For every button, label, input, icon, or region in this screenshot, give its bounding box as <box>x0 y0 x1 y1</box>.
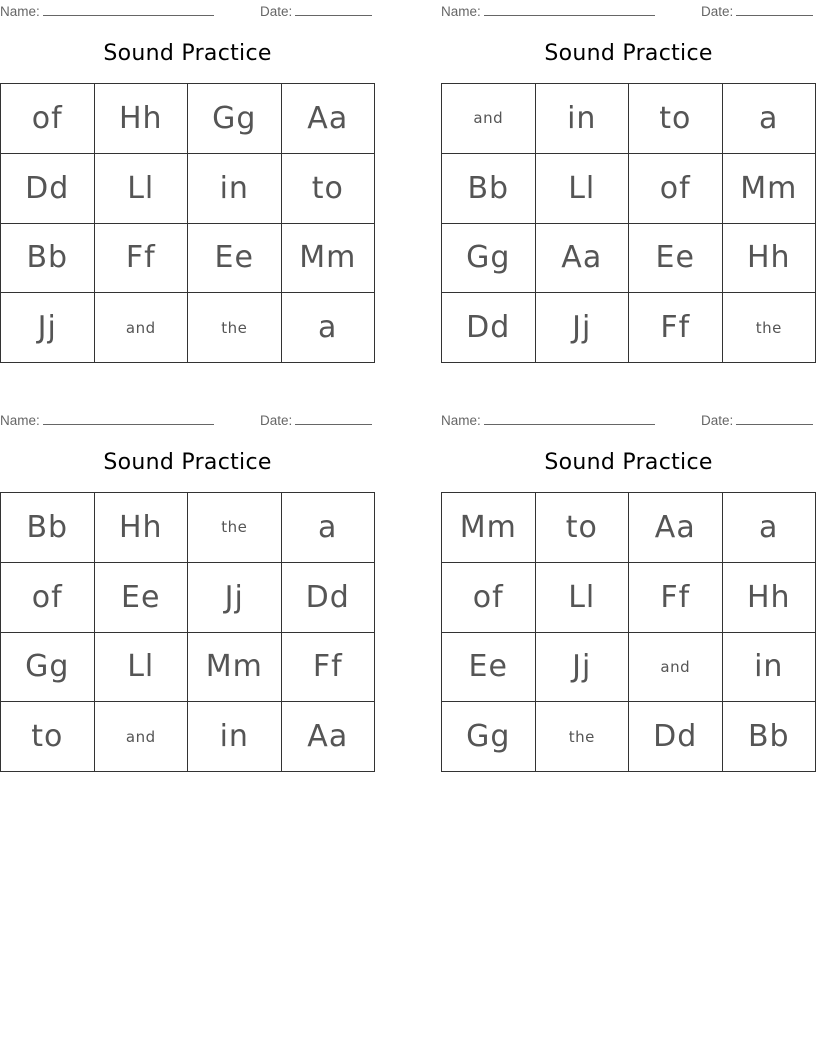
grid-cell: Ee <box>629 224 723 294</box>
grid-cell: Aa <box>536 224 630 294</box>
date-label: Date: <box>701 413 734 428</box>
grid-cell: Aa <box>629 493 723 563</box>
grid-cell: and <box>442 84 536 154</box>
date-field <box>260 3 372 19</box>
grid-cell: Hh <box>723 224 816 294</box>
grid-cell: and <box>95 293 189 363</box>
bingo-grid <box>441 492 816 772</box>
card-header-fields <box>0 3 375 21</box>
date-label: Date: <box>260 4 293 19</box>
grid-cell: of <box>629 154 723 224</box>
grid-cell: Ll <box>536 563 630 633</box>
card-title: Sound Practice <box>544 450 713 475</box>
grid-cell: Hh <box>95 84 189 154</box>
grid-cell: a <box>723 493 816 563</box>
grid-cell: Dd <box>1 154 95 224</box>
grid-cell: to <box>629 84 723 154</box>
grid-cell: to <box>282 154 376 224</box>
grid-cell: Bb <box>442 154 536 224</box>
grid-cell: Hh <box>723 563 816 633</box>
name-field <box>0 412 214 428</box>
grid-cell: Bb <box>723 702 816 772</box>
grid-cell: the <box>188 493 282 563</box>
grid-cell: Mm <box>282 224 376 294</box>
name-line <box>484 412 655 425</box>
grid-cell: Gg <box>442 702 536 772</box>
date-line <box>736 3 813 16</box>
grid-cell: Mm <box>442 493 536 563</box>
date-line <box>295 412 372 425</box>
card-header-fields <box>441 412 816 430</box>
card-title: Sound Practice <box>103 450 272 475</box>
card-header-fields <box>441 3 816 21</box>
date-line <box>295 3 372 16</box>
grid-cell: Ll <box>536 154 630 224</box>
grid-cell: Ff <box>95 224 189 294</box>
grid-cell: Bb <box>1 493 95 563</box>
card-title: Sound Practice <box>103 41 272 66</box>
date-field <box>701 3 813 19</box>
bingo-card-2 <box>441 0 816 364</box>
grid-cell: Ee <box>188 224 282 294</box>
grid-cell: of <box>1 84 95 154</box>
grid-cell: Gg <box>1 633 95 703</box>
bingo-card-4 <box>441 409 816 773</box>
grid-cell: Aa <box>282 84 376 154</box>
grid-cell: Ee <box>442 633 536 703</box>
grid-cell: Jj <box>1 293 95 363</box>
grid-cell: the <box>188 293 282 363</box>
grid-cell: Ll <box>95 633 189 703</box>
grid-cell: a <box>282 293 376 363</box>
grid-cell: Dd <box>442 293 536 363</box>
grid-cell: Jj <box>188 563 282 633</box>
grid-cell: Aa <box>282 702 376 772</box>
bingo-card-1 <box>0 0 375 364</box>
grid-cell: to <box>1 702 95 772</box>
grid-cell: Bb <box>1 224 95 294</box>
grid-cell: in <box>536 84 630 154</box>
grid-cell: to <box>536 493 630 563</box>
card-title: Sound Practice <box>544 41 713 66</box>
card-header-fields <box>0 412 375 430</box>
grid-cell: Jj <box>536 633 630 703</box>
grid-cell: Mm <box>723 154 816 224</box>
grid-cell: and <box>629 633 723 703</box>
date-label: Date: <box>260 413 293 428</box>
bingo-grid <box>441 83 816 363</box>
grid-cell: Hh <box>95 493 189 563</box>
grid-cell: a <box>282 493 376 563</box>
name-line <box>43 412 214 425</box>
grid-cell: and <box>95 702 189 772</box>
name-label: Name: <box>441 413 481 428</box>
name-field <box>0 3 214 19</box>
grid-cell: in <box>188 154 282 224</box>
grid-cell: of <box>1 563 95 633</box>
grid-cell: Ee <box>95 563 189 633</box>
bingo-grid <box>0 83 375 363</box>
grid-cell: the <box>536 702 630 772</box>
grid-cell: Gg <box>188 84 282 154</box>
name-field <box>441 412 655 428</box>
grid-cell: Ll <box>95 154 189 224</box>
grid-cell: Dd <box>282 563 376 633</box>
name-line <box>484 3 655 16</box>
name-line <box>43 3 214 16</box>
date-field <box>701 412 813 428</box>
grid-cell: Jj <box>536 293 630 363</box>
grid-cell: a <box>723 84 816 154</box>
grid-cell: of <box>442 563 536 633</box>
name-label: Name: <box>0 4 40 19</box>
bingo-grid <box>0 492 375 772</box>
grid-cell: Ff <box>629 563 723 633</box>
name-label: Name: <box>441 4 481 19</box>
grid-cell: Dd <box>629 702 723 772</box>
date-field <box>260 412 372 428</box>
grid-cell: Gg <box>442 224 536 294</box>
grid-cell: in <box>188 702 282 772</box>
grid-cell: in <box>723 633 816 703</box>
bingo-card-3 <box>0 409 375 773</box>
grid-cell: Mm <box>188 633 282 703</box>
grid-cell: Ff <box>629 293 723 363</box>
date-label: Date: <box>701 4 734 19</box>
date-line <box>736 412 813 425</box>
grid-cell: Ff <box>282 633 376 703</box>
name-field <box>441 3 655 19</box>
name-label: Name: <box>0 413 40 428</box>
grid-cell: the <box>723 293 816 363</box>
